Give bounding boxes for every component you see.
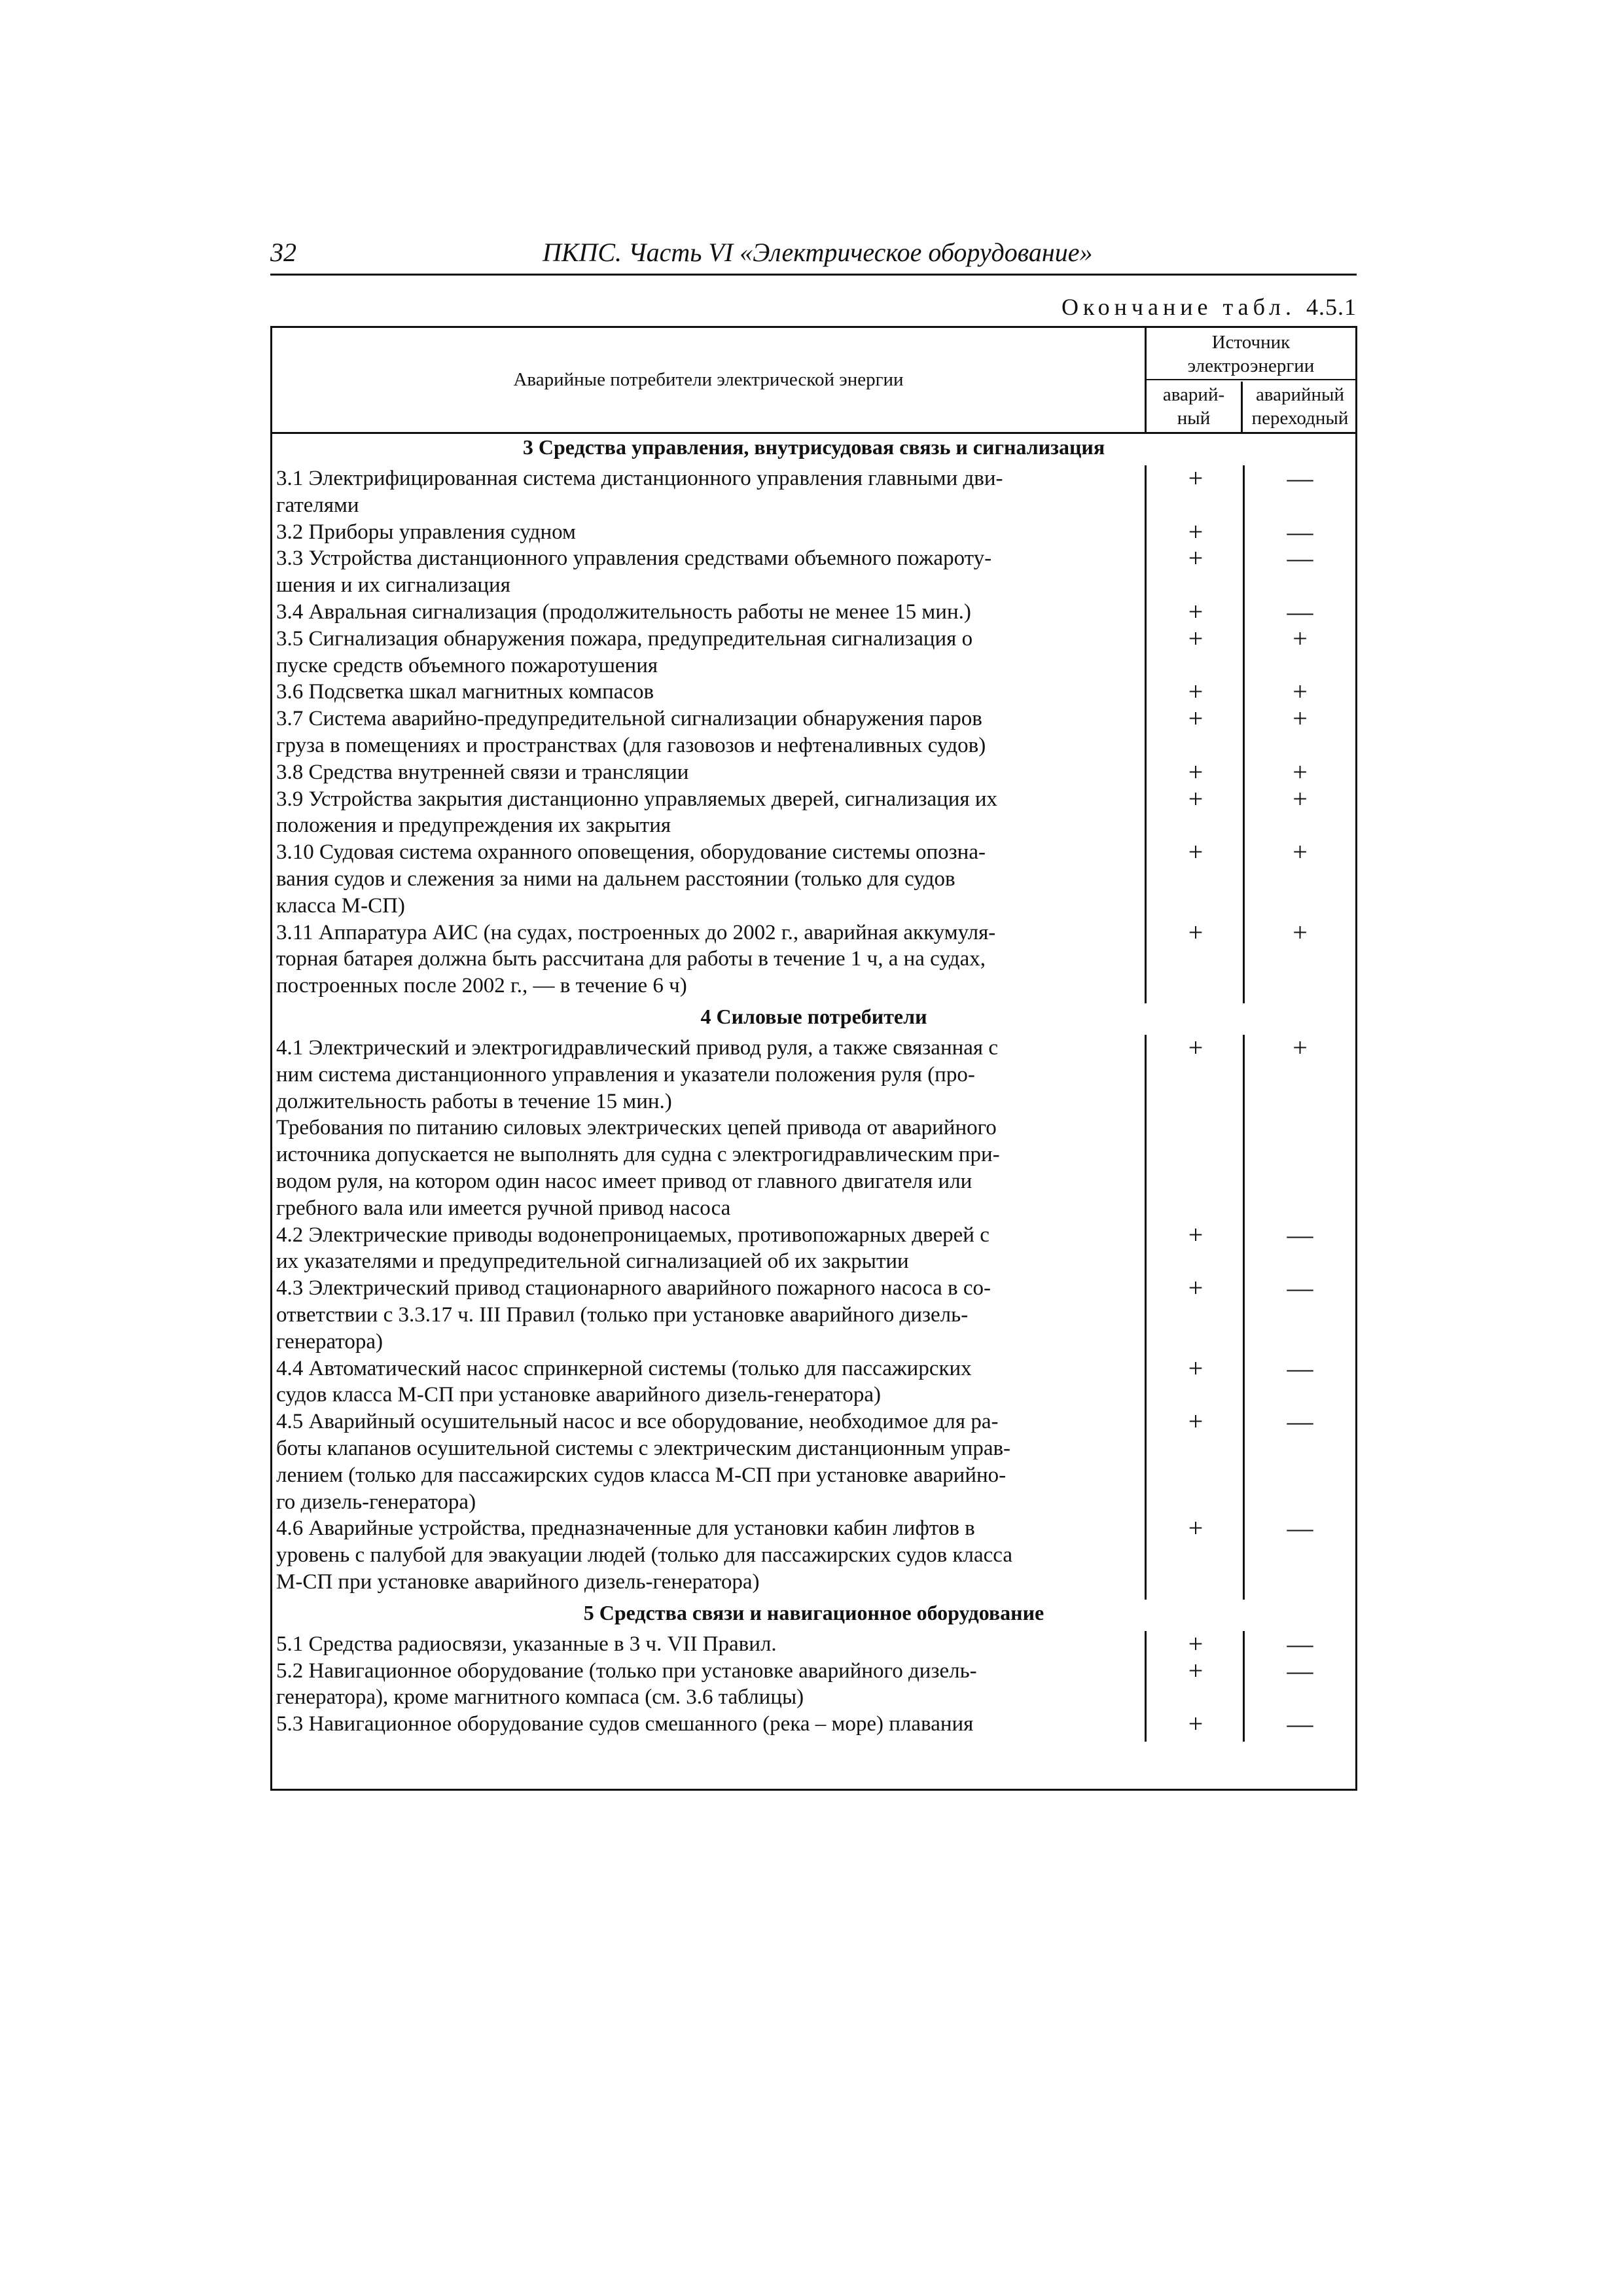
row-text: 4.6 Аварийные устройства, предназначенные для установки кабин лифтов в уровень с палубой для эвакуации людей (только для пассажирских судов класса М-СП при установке аварийного дизель-генератора) <box>276 1516 1012 1594</box>
section-heading: 4 Силовые потребители <box>700 1005 927 1028</box>
emergency-mark: + <box>1188 623 1204 653</box>
section-rows <box>272 465 1355 1003</box>
emergency-mark: + <box>1188 1628 1204 1659</box>
transitional-mark: — <box>1287 597 1313 626</box>
column-rule <box>1243 1631 1245 1742</box>
transitional-mark: + <box>1293 623 1308 653</box>
row-text: 4.4 Автоматический насос спринкерной системы (только для пассажирских судов класса М-СП при установке аварийного дизель-генератора) <box>276 1356 972 1407</box>
table-continuation-caption <box>1034 293 1357 321</box>
transitional-mark: — <box>1287 1513 1313 1543</box>
emergency-mark: + <box>1188 463 1204 493</box>
transitional-mark: — <box>1287 1709 1313 1739</box>
column-rule <box>1243 465 1245 1003</box>
row-text: 3.10 Судовая система охранного оповещения, оборудование системы опозна- вания судов и слежения за ними на дальнем расстоянии (только для судов класса М-СП) <box>276 840 986 918</box>
transitional-mark: + <box>1293 917 1308 947</box>
row-text: 3.2 Приборы управления судном <box>276 520 576 544</box>
transitional-mark: — <box>1287 1273 1313 1303</box>
row-text: 3.11 Аппаратура АИС (на судах, построенных до 2002 г., аварийная аккумуля- торная батарея должна быть рассчитана для работы в течение 1 ч, а на судах, построенных после 2002 г., — в течение 6 ч) <box>276 920 996 998</box>
emergency-mark: + <box>1188 1709 1204 1739</box>
running-title: ПКПС. Часть VI «Электрическое оборудование» <box>543 238 1093 267</box>
transitional-mark: + <box>1293 783 1308 814</box>
transitional-mark: + <box>1293 1033 1308 1062</box>
emergency-mark: + <box>1188 677 1204 707</box>
column-rule <box>1243 1035 1245 1600</box>
emergency-mark: + <box>1188 757 1204 787</box>
transitional-mark: — <box>1287 463 1313 493</box>
emergency-mark: + <box>1188 1219 1204 1249</box>
emergency-mark: + <box>1188 1407 1204 1437</box>
emergency-mark: + <box>1188 783 1204 814</box>
col-source-header: Источник электроэнергии <box>1147 328 1355 380</box>
table-header <box>272 328 1355 434</box>
row-text: 3.8 Средства внутренней связи и трансляции <box>276 760 689 784</box>
emergency-mark: + <box>1188 1273 1204 1303</box>
row-text: 3.5 Сигнализация обнаружения пожара, предупредительная сигнализация о пуске средств объемного пожаротушения <box>276 626 973 677</box>
transitional-mark: — <box>1287 1407 1313 1437</box>
row-text: 3.3 Устройства дистанционного управления средствами объемного пожароту- шения и их сигнализация <box>276 547 992 598</box>
row-text: 3.1 Электрифицированная система дистанционного управления главными дви- гателями <box>276 467 1003 517</box>
row-text: 5.1 Средства радиосвязи, указанные в 3 ч. VII Правил. <box>276 1632 777 1656</box>
col-emergency-header: аварий- ный <box>1147 382 1243 432</box>
column-rule <box>1145 465 1147 1003</box>
row-text: 4.3 Электрический привод стационарного аварийного пожарного насоса в со- ответствии с 3.3.17 ч. III Правил (только при установке аварийного дизель- генератора) <box>276 1276 991 1354</box>
header-rule <box>270 274 1357 276</box>
row-text: 4.2 Электрические приводы водонепроницаемых, противопожарных дверей с их указателями и предупредительной сигнализацией об их закрытии <box>276 1223 990 1274</box>
transitional-mark: — <box>1287 1353 1313 1383</box>
row-text: 3.7 Система аварийно-предупредительной сигнализации обнаружения паров груза в помещениях и пространствах (для газовозов и нефтеналивных судов) <box>276 707 986 757</box>
transitional-mark: + <box>1293 677 1308 707</box>
emergency-mark: + <box>1188 1033 1204 1062</box>
consumers-table <box>270 326 1357 1791</box>
transitional-mark: + <box>1293 704 1308 734</box>
emergency-mark: + <box>1188 516 1204 547</box>
emergency-mark: + <box>1188 597 1204 626</box>
running-header <box>270 237 1357 276</box>
emergency-mark: + <box>1188 543 1204 573</box>
column-rule <box>1145 1035 1147 1600</box>
section-heading: 5 Средства связи и навигационное оборудование <box>583 1600 1044 1624</box>
row-text: 3.4 Авральная сигнализация (продолжительность работы не менее 15 мин.) <box>276 600 971 624</box>
row-text: 5.2 Навигационное оборудование (только при установке аварийного дизель- генератора), кроме магнитного компаса (см. 3.6 таблицы) <box>276 1659 977 1710</box>
transitional-mark: — <box>1287 1219 1313 1249</box>
emergency-mark: + <box>1188 1513 1204 1543</box>
page-number: 32 <box>270 238 296 267</box>
emergency-mark: + <box>1188 1655 1204 1685</box>
transitional-mark: + <box>1293 837 1308 867</box>
transitional-mark: — <box>1287 543 1313 573</box>
col-consumers-header: Аварийные потребители электрической энергии <box>272 328 1147 432</box>
table-number: 4.5.1 <box>1306 294 1357 320</box>
continuation-label: Окончание табл. <box>1061 294 1296 320</box>
section-heading: 3 Средства управления, внутрисудовая связь и сигнализация <box>522 435 1105 459</box>
row-text: 3.9 Устройства закрытия дистанционно управляемых дверей, сигнализация их положения и предупреждения их закрытия <box>276 787 998 838</box>
row-text: 3.6 Подсветка шкал магнитных компасов <box>276 680 654 704</box>
transitional-mark: — <box>1287 516 1313 547</box>
emergency-mark: + <box>1188 1353 1204 1383</box>
transitional-mark: — <box>1287 1655 1313 1685</box>
column-rule <box>1145 1631 1147 1742</box>
emergency-mark: + <box>1188 837 1204 867</box>
row-text: 4.1 Электрический и электрогидравлический привод руля, а также связанная с ним система дистанционного управления и указатели положения руля (про- должительность работы в течение 15 мин.) Требования по питанию силовых электрических цепей привода от аварийного источника допускается не выполнять для судна с электрогидравлическим при- водом руля, на котором один насос имеет привод от главного двигателя или гребного вала или имеется ручной привод насоса <box>276 1036 1000 1220</box>
transitional-mark: + <box>1293 757 1308 787</box>
row-text: 4.5 Аварийный осушительный насос и все оборудование, необходимое для ра- боты клапанов осушительной системы с электрическим дистанционным управ- лением (только для пассажирских судов класса М-СП при установке аварийно- го дизель-генератора) <box>276 1410 1011 1514</box>
emergency-mark: + <box>1188 704 1204 734</box>
row-text: 5.3 Навигационное оборудование судов смешанного (река – море) плавания <box>276 1712 974 1736</box>
section-rows <box>272 1628 1355 1742</box>
section-rows <box>272 1035 1355 1600</box>
col-transitional-header: аварийный переходный <box>1251 384 1349 429</box>
transitional-mark: — <box>1287 1628 1313 1659</box>
emergency-mark: + <box>1188 917 1204 947</box>
